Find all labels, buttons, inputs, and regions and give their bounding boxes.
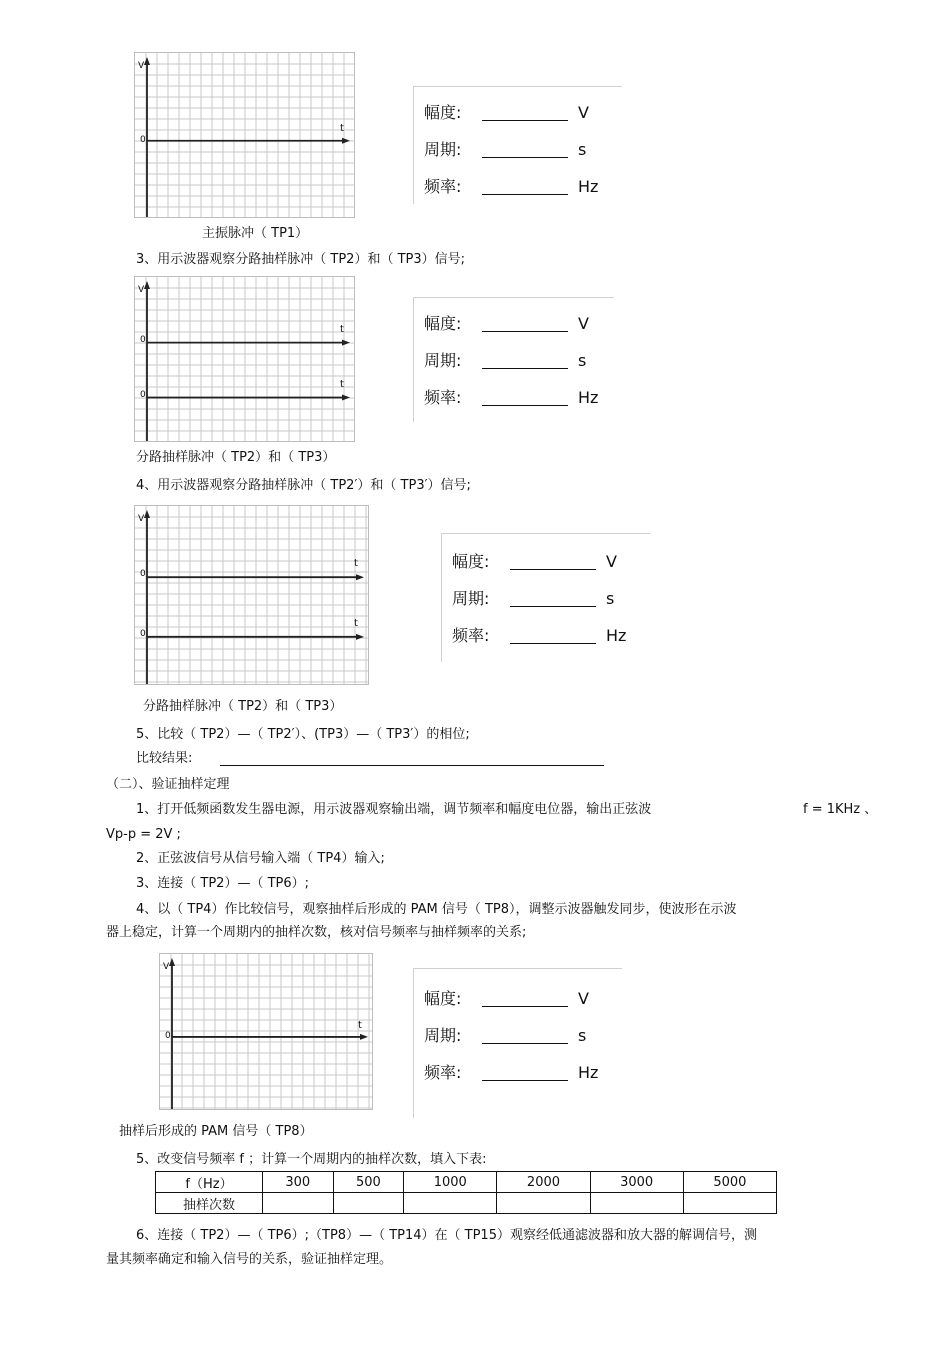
period-row — [424, 137, 586, 160]
zero-label: 0 — [140, 335, 146, 345]
v-axis-label: V — [138, 285, 145, 295]
caption-tp2-tp3-b: 分路抽样脉冲（ TP2）和（ TP3） — [143, 699, 343, 714]
frequency-label: 频率: — [424, 388, 462, 407]
part2-step2-text: 2、正弦波信号从信号输入端（ TP4）输入; — [136, 851, 385, 866]
v-axis-arrow — [169, 958, 175, 966]
amplitude-unit: V — [578, 314, 589, 333]
t-axis-arrow — [356, 574, 364, 580]
compare-result-label: 比较结果: — [136, 751, 193, 766]
frequency-row — [424, 385, 598, 408]
t-axis-label: t — [354, 558, 358, 569]
amplitude-row — [424, 311, 589, 334]
table-row-label: 抽样次数 — [156, 1193, 263, 1214]
t-axis-arrow — [360, 1034, 368, 1040]
period-label: 周期: — [424, 140, 462, 159]
amplitude-unit: V — [578, 103, 589, 122]
caption-tp2-tp3: 分路抽样脉冲（ TP2）和（ TP3） — [136, 450, 336, 465]
frequency-label: 频率: — [452, 626, 490, 645]
oscillogram-grid-tp1 — [134, 52, 355, 218]
caption-tp1: 主振脉冲（ TP1） — [202, 226, 309, 241]
amplitude-row — [452, 549, 617, 572]
frequency-unit: Hz — [578, 1063, 599, 1082]
step3-text: 3、用示波器观察分路抽样脉冲（ TP2）和（ TP3）信号; — [136, 252, 466, 267]
oscillogram-grid-tp2-tp3 — [134, 276, 355, 442]
t-axis-label: t — [354, 618, 358, 629]
part2-step4-text-cont: 器上稳定，计算一个周期内的抽样次数，核对信号频率与抽样频率的关系; — [106, 925, 527, 940]
t-axis-arrow — [342, 138, 350, 144]
table-cell: 300 — [263, 1172, 334, 1193]
period-unit: s — [578, 140, 587, 159]
amplitude-blank[interactable] — [482, 992, 568, 1007]
table-row — [156, 1193, 777, 1214]
period-unit: s — [578, 1026, 587, 1045]
zero-label: 0 — [140, 135, 146, 145]
amplitude-blank[interactable] — [482, 106, 568, 121]
period-row — [452, 586, 614, 609]
part2-step6-text: 6、连接（ TP2）—（ TP6）;（TP8）—（ TP14）在（ TP15）观察经低通滤波器和放大器的解调信号，测 — [136, 1228, 757, 1243]
frequency-row — [424, 174, 598, 197]
table-cell: 2000 — [497, 1172, 590, 1193]
table-header-cell: f（Hz） — [156, 1172, 263, 1193]
zero-label: 0 — [140, 390, 146, 400]
table-cell: 1000 — [404, 1172, 497, 1193]
frequency-blank[interactable] — [482, 1066, 568, 1081]
caption-tp8: 抽样后形成的 PAM 信号（ TP8） — [119, 1124, 313, 1139]
oscillogram-grid-svg — [160, 954, 372, 1109]
amplitude-label: 幅度: — [452, 552, 490, 571]
v-axis-arrow — [144, 57, 150, 65]
oscillogram-grid-svg — [135, 53, 354, 217]
amplitude-unit: V — [578, 989, 589, 1008]
table-input-cell[interactable] — [333, 1193, 404, 1214]
amplitude-label: 幅度: — [424, 103, 462, 122]
frequency-blank[interactable] — [482, 391, 568, 406]
v-axis-label: V — [138, 514, 145, 524]
t-axis-label: t — [340, 324, 344, 335]
table-cell: 500 — [333, 1172, 404, 1193]
part2-title: （二）、验证抽样定理 — [106, 777, 230, 792]
part2-step3-text: 3、连接（ TP2）—（ TP6）; — [136, 876, 310, 891]
amplitude-blank[interactable] — [510, 555, 596, 570]
part2-step4-text: 4、以（ TP4）作比较信号，观察抽样后形成的 PAM 信号（ TP8），调整示波器触发同步，使波形在示波 — [136, 902, 737, 917]
amplitude-label: 幅度: — [424, 314, 462, 333]
frequency-row — [452, 623, 626, 646]
period-row — [424, 1023, 586, 1046]
oscillogram-grid-tp2p-tp3p — [134, 505, 369, 685]
part2-step1-text: 1、打开低频函数发生器电源，用示波器观察输出端，调节频率和幅度电位器，输出正弦波 — [136, 802, 652, 817]
t-axis-label: t — [358, 1020, 362, 1031]
period-unit: s — [578, 351, 587, 370]
part2-step6-text-cont: 量其频率确定和输入信号的关系，验证抽样定理。 — [106, 1252, 393, 1267]
oscillogram-grid-tp8 — [159, 953, 373, 1110]
step4-text: 4、用示波器观察分路抽样脉冲（ TP2′）和（ TP3′）信号; — [136, 478, 471, 493]
table-cell: 3000 — [590, 1172, 683, 1193]
frequency-unit: Hz — [578, 388, 599, 407]
t-axis-arrow — [342, 395, 350, 401]
oscillogram-grid-svg — [135, 506, 368, 684]
v-axis-arrow — [144, 281, 150, 289]
table-cell: 5000 — [683, 1172, 776, 1193]
part2-step1-vpp: Vp-p = 2V ; — [106, 827, 181, 842]
period-label: 周期: — [424, 351, 462, 370]
table-input-cell[interactable] — [497, 1193, 590, 1214]
frequency-unit: Hz — [578, 177, 599, 196]
period-blank[interactable] — [482, 354, 568, 369]
frequency-unit: Hz — [606, 626, 627, 645]
measurement-box-4 — [413, 968, 622, 1118]
table-input-cell[interactable] — [404, 1193, 497, 1214]
measurement-box-3 — [441, 533, 650, 662]
zero-label: 0 — [140, 569, 146, 579]
v-axis-arrow — [144, 510, 150, 518]
sampling-table — [155, 1171, 777, 1214]
period-label: 周期: — [452, 589, 490, 608]
table-input-cell[interactable] — [590, 1193, 683, 1214]
period-blank[interactable] — [482, 1029, 568, 1044]
t-axis-arrow — [342, 340, 350, 346]
frequency-label: 频率: — [424, 1063, 462, 1082]
amplitude-label: 幅度: — [424, 989, 462, 1008]
measurement-box-1 — [413, 86, 622, 204]
oscillogram-grid-svg — [135, 277, 354, 441]
zero-label: 0 — [140, 629, 146, 639]
period-unit: s — [606, 589, 615, 608]
t-axis-label: t — [340, 123, 344, 134]
frequency-row — [424, 1060, 598, 1083]
v-axis-label: V — [163, 962, 170, 972]
frequency-blank[interactable] — [510, 629, 596, 644]
period-blank[interactable] — [510, 592, 596, 607]
step5-text: 5、比较（ TP2）—（ TP2′）、(TP3）—（ TP3′）的相位; — [136, 727, 470, 742]
amplitude-unit: V — [606, 552, 617, 571]
v-axis-label: V — [138, 61, 145, 71]
measurement-box-2 — [413, 297, 614, 422]
zero-label: 0 — [165, 1031, 171, 1041]
frequency-label: 频率: — [424, 177, 462, 196]
compare-result-blank[interactable] — [220, 765, 604, 766]
t-axis-label: t — [340, 379, 344, 390]
amplitude-row — [424, 986, 589, 1009]
period-blank[interactable] — [482, 143, 568, 158]
table-input-cell[interactable] — [683, 1193, 776, 1214]
period-row — [424, 348, 586, 371]
amplitude-blank[interactable] — [482, 317, 568, 332]
t-axis-arrow — [356, 634, 364, 640]
part2-step5-text: 5、改变信号频率 f ；计算一个周期内的抽样次数，填入下表: — [136, 1152, 487, 1167]
amplitude-row — [424, 100, 589, 123]
frequency-blank[interactable] — [482, 180, 568, 195]
period-label: 周期: — [424, 1026, 462, 1045]
part2-step1-value: f = 1KHz 、 — [803, 802, 878, 817]
table-input-cell[interactable] — [263, 1193, 334, 1214]
table-row — [156, 1172, 777, 1193]
